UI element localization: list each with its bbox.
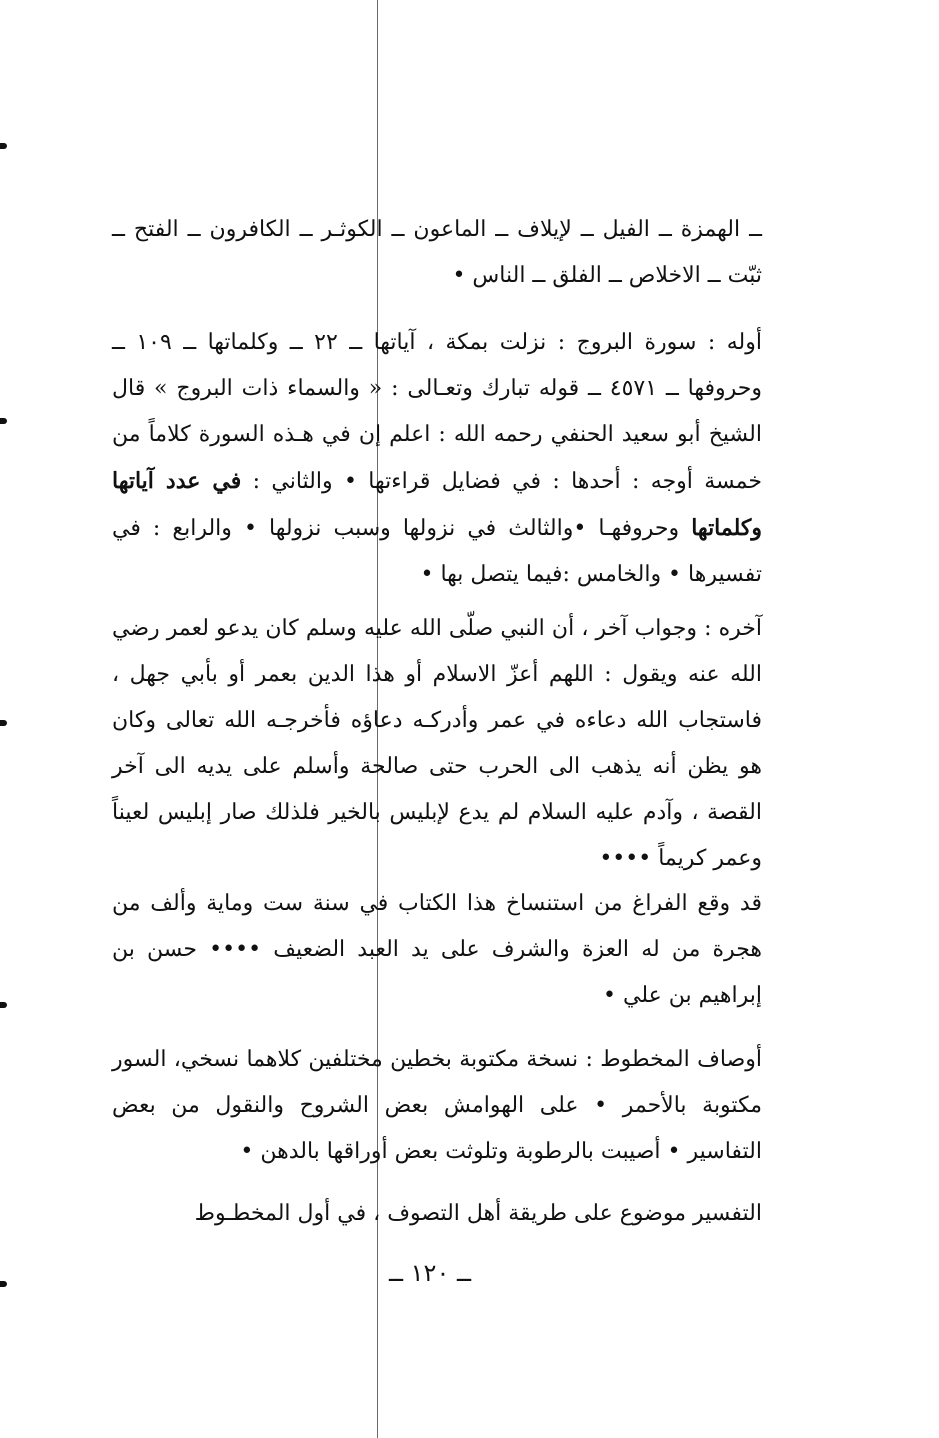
margin-mark	[0, 1002, 7, 1008]
colophon-paragraph	[112, 881, 762, 1019]
manuscript-description-text: أوصاف المخطوط : نسخة مكتوبة بخطين مختلفين كلاهما نسخي، السور مكتوبة بالأحمر • على الهوامش بعض الشروح والنقول من بعض التفاسير • أصيبت بالرطوبة وتلوثت بعض أوراقها بالدهن •	[112, 1047, 762, 1164]
opening-rest-text: وحروفهـا •والثالث في نزولها وسبب نزولها • والرابع : في تفسيرها • والخامس :فيما يتصل بها •	[112, 516, 762, 587]
opening-paragraph	[112, 320, 762, 598]
page-number: ــ ١٢٠ ــ	[388, 1259, 472, 1287]
ending-text: آخره : وجواب آخر ، أن النبي صلّى الله عليه وسلم كان يدعو لعمر رضي الله عنه ويقول : اللهم أعزّ الاسلام أو هذا الدين بعمر أو بأبي جهل ، فاستجاب الله دعاءه في عمر وأدركـه دعاؤه فأخرجـه الله تعالى وكان هو يظن أنه يذهب الى الحرب حتى صالحة وأسلم على يديه الى آخر القصة ، وآدم عليه السلام لم يدع لإبليس بالخير فلذلك صار إبليس لعيناً وعمر كريماً ••••	[112, 616, 762, 871]
margin-mark	[0, 720, 7, 726]
opening-text: أوله : سورة البروج : نزلت بمكة ، آياتها ــ ٢٢ ــ وكلماتها ــ ١٠٩ ــ وحروفها ــ ٤٥٧١ ــ قوله تبارك وتعـالى : « والسماء ذات البروج » قال الشيخ أبو سعيد الحنفي رحمه الله : اعلم إن في هـذه السورة كلاماً من خمسة أوجه : أحدها : في فضايل قراءتها • والثاني :	[112, 330, 762, 494]
colophon-text: قد وقع الفراغ من استنساخ هذا الكتاب في سنة ست وماية وألف من هجرة من له العزة والشرف على يد العبد الضعيف •••• حسن بن إبراهيم بن علي •	[112, 891, 762, 1008]
opening-bold-text: في عدد آياتها وكلماتها	[112, 468, 762, 541]
margin-mark	[0, 418, 7, 424]
note-paragraph	[112, 1191, 762, 1237]
opening-text-wrapper	[112, 320, 762, 598]
ending-paragraph	[112, 606, 762, 882]
margin-mark	[0, 1281, 7, 1287]
suras-list-paragraph	[112, 207, 762, 299]
suras-list-text: ــ الهمزة ــ الفيل ــ لإيلاف ــ الماعون ــ الكوثـر ــ الكافرون ــ الفتح ــ ثبّت ــ الاخلاص ــ الفلق ــ الناس •	[112, 217, 762, 288]
manuscript-description-paragraph	[112, 1037, 762, 1175]
margin-mark	[0, 143, 7, 149]
note-text: التفسير موضوع على طريقة أهل التصوف ، في أول المخطـوط	[194, 1201, 762, 1226]
